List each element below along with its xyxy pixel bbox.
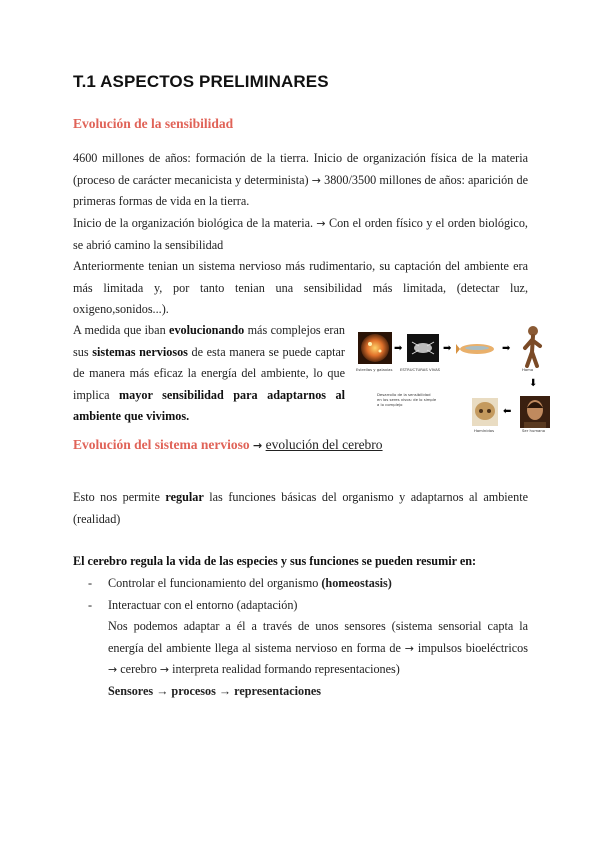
text-span: 3800/3500 millones de años: aparición de primeras formas de vida en la tierra. (73, 172, 528, 208)
paragraph-formacion (73, 148, 528, 213)
text-span: más complejos eran sus (73, 323, 345, 359)
hominid-skull-image (472, 398, 498, 426)
text-span: interpreta realidad formando representaciones) (169, 662, 400, 676)
text-span: A medida que iban (73, 323, 170, 337)
galaxy-image (358, 332, 392, 364)
diagram-caption: a lo complejo (377, 402, 403, 407)
text-span: Nos podemos adaptar a él a través de unos sensores (sistema sensorial capta la energía del ambiente llega al sistema nervioso en forma de (108, 619, 528, 655)
list-item (88, 573, 528, 595)
fish-image (456, 340, 498, 356)
bold-text: El cerebro regula la vida de las especies y sus funciones se pueden resumir en: (73, 554, 477, 568)
diagram-caption: Estrellas y galaxias (356, 367, 393, 372)
arrow-right-icon: ➡ (502, 343, 511, 354)
paragraph-organizacion (73, 213, 528, 256)
heading-text: Evolución del sistema nervioso (73, 437, 250, 452)
text-span: las funciones básicas del organismo y adaptarnos al ambiente (realidad) (73, 490, 528, 526)
bold-text-summary: Sensores → procesos → representaciones (108, 683, 322, 698)
arrow-icon: → (108, 663, 118, 676)
arrow-icon: → (404, 641, 415, 655)
arrow-icon: → (253, 439, 263, 452)
evolution-diagram (350, 322, 560, 434)
bold-text: regular (165, 490, 204, 504)
section-heading-sistema-nervioso (73, 437, 383, 453)
text-span: Esto nos permite (73, 490, 166, 504)
diagram-caption: Desarrollo de la sensibilidad (377, 392, 431, 397)
paragraph-regular (73, 487, 528, 530)
arrow-left-icon: ⬅ (503, 406, 512, 417)
paragraph-sensores (108, 616, 528, 702)
page-title: T.1 ASPECTOS PRELIMINARES (73, 72, 329, 91)
text-span: Con el orden físico y el orden biológico, se abrió camino la sensibilidad (73, 216, 528, 252)
arrow-icon: → (316, 217, 326, 230)
paragraph-anteriormente: Anteriormente tenian un sistema nervioso más rudimentario, su captación del ambiente era más limitada y, por tanto tenian una sensibilidad más limitada, (detectar luz, oxigeno,sonidos...). (73, 259, 528, 316)
paragraph-lead (73, 551, 528, 573)
paragraph-evolucionando (73, 320, 345, 428)
list-item-text: Controlar el funcionamiento del organismo (108, 576, 322, 590)
microorganism-image (407, 334, 439, 362)
homo-image (518, 324, 548, 368)
text-span: cerebro (117, 662, 160, 676)
diagram-caption: Homo (522, 367, 534, 372)
diagram-caption: Homínidos (474, 428, 495, 433)
section-heading-sensibilidad: Evolución de la sensibilidad (73, 116, 234, 131)
list-item-text: Interactuar con el entorno (adaptación) (108, 597, 298, 612)
human-portrait-image (520, 396, 550, 428)
text-span: de esta manera se puede captar de manera más eficaz la energía del ambiente, lo que implica (73, 344, 345, 402)
bold-text: mayor sensibilidad para adaptarnos al ambiente que vivimos. (73, 387, 345, 423)
arrow-right-icon: ➡ (443, 343, 452, 354)
bold-text: sistemas nerviosos (92, 344, 188, 359)
bold-text: (homeostasis) (321, 576, 392, 590)
heading-underlined-text: evolución del cerebro (265, 437, 383, 452)
arrow-right-icon: ➡ (394, 343, 403, 354)
arrow-icon: → (311, 173, 321, 187)
diagram-caption: ESTRUCTURAS VIVAS (400, 367, 441, 372)
text-span: 4600 millones de años: formación de la tierra. Inicio de organización física de la materia (proceso de carácter mecanicista y determinista) (73, 151, 528, 187)
arrow-down-icon: ⬇ (529, 378, 538, 389)
arrow-icon: → (159, 663, 170, 676)
text-span: Inicio de la organización biológica de la materia. (73, 216, 317, 230)
bold-text: evolucionando (169, 323, 245, 337)
function-list (88, 573, 528, 616)
list-item (88, 595, 528, 617)
diagram-caption: Ser humano (522, 428, 546, 433)
diagram-caption: en los seres vivos: de lo simple (377, 397, 437, 402)
text-span: impulsos bioeléctricos (414, 640, 528, 655)
